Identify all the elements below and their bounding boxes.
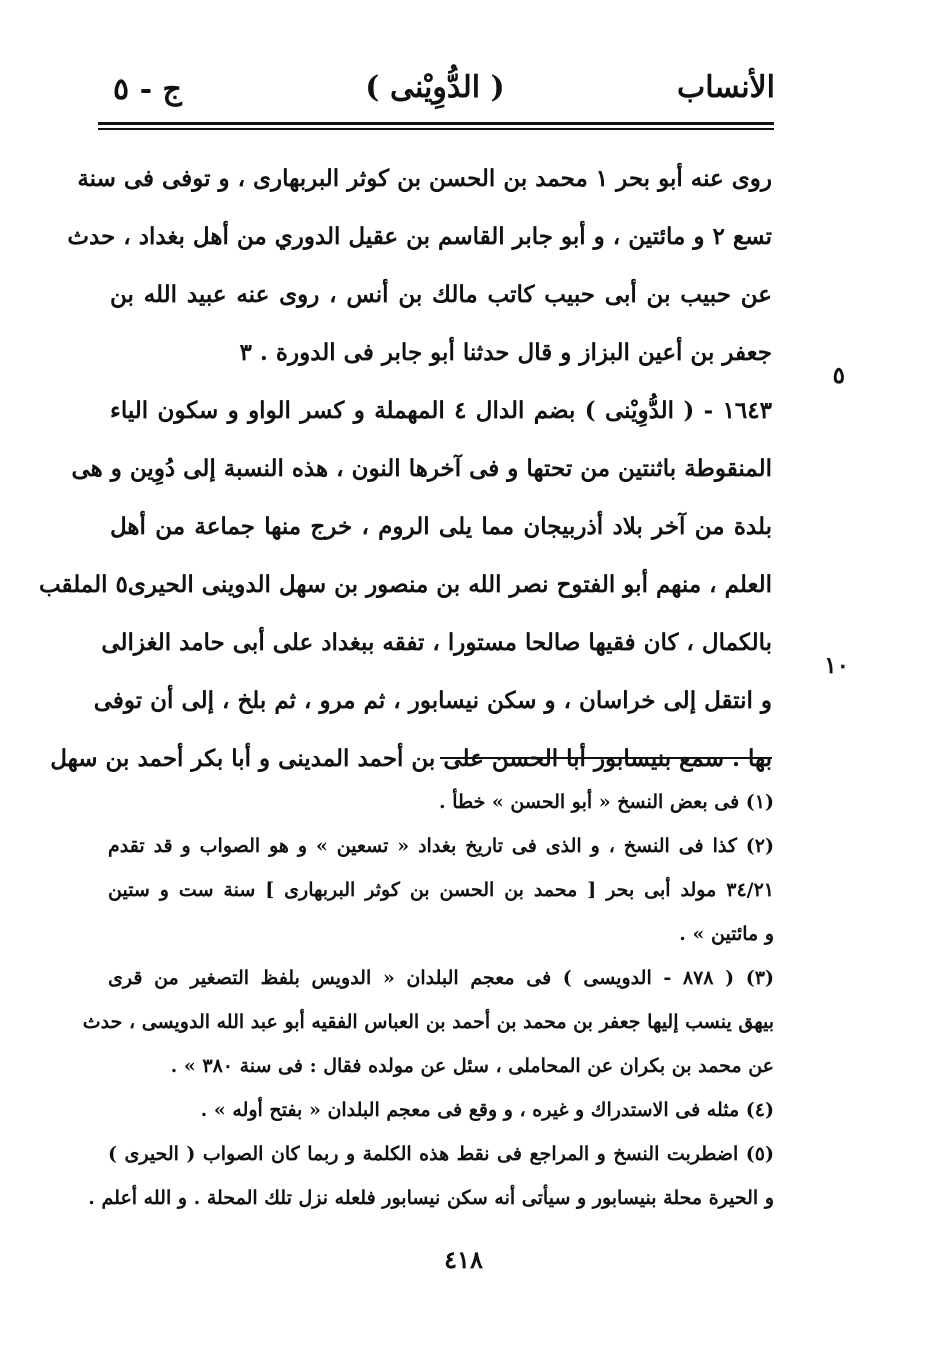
text-line: بالكمال ، كان فقيها صالحا مستورا ، تفقه ببغداد على أبى حامد الغزالى xyxy=(101,629,772,656)
text-line: عن حبيب بن أبى حبيب كاتب مالك بن أنس ، روى عنه عبيد الله بن xyxy=(110,281,772,308)
volume-label: ج - ٥ xyxy=(113,72,182,107)
text-line: جعفر بن أعين البزاز و قال حدثنا أبو جابر فى الدورة . ٣ xyxy=(239,339,772,366)
text-line: بها . سمع بنيسابور أبا الحسن على بن أحمد المدينى و أبا بكر أحمد بن سهل xyxy=(50,745,772,772)
footnote-line: و الحيرة محلة بنيسابور و سيأتى أنه سكن نيسابور فلعله نزل تلك المحلة . و الله أعلم . xyxy=(88,1187,774,1209)
header-rule xyxy=(98,122,774,125)
main-text xyxy=(38,150,772,788)
entry-title: ( الدُّوِيْنى ) xyxy=(365,70,505,105)
footnote-rule xyxy=(440,757,772,759)
header-rule-thin xyxy=(98,128,774,130)
text-line: العلم ، منهم أبو الفتوح نصر الله بن منصور بن سهل الدوينى الحيرى٥ الملقب xyxy=(38,571,772,598)
footnote-line: (٢) كذا فى النسخ ، و الذى فى تاريخ بغداد « تسعين » و هو الصواب و قد تقدم xyxy=(108,835,774,857)
footnote-line: (٤) مثله فى الاستدراك و غيره ، و وقع فى معجم البلدان « بفتح أوله » . xyxy=(200,1099,774,1121)
text-line: و انتقل إلى خراسان ، و سكن نيسابور ، ثم مرو ، ثم بلخ ، إلى أن توفى xyxy=(93,687,772,714)
footnote-line: (٥) اضطربت النسخ و المراجع فى نقط هذه الكلمة و ربما كان الصواب ( الحيرى ) xyxy=(108,1143,774,1165)
footnotes xyxy=(82,780,774,1220)
line-number-5: ٥ xyxy=(832,362,845,389)
page-number: ٤١٨ xyxy=(444,1245,483,1274)
text-line: بلدة من آخر بلاد أذربيجان مما يلى الروم ، خرج منها جماعة من أهل xyxy=(110,513,772,540)
text-line: تسع ٢ و مائتين ، و أبو جابر القاسم بن عقيل الدوري من أهل بغداد ، حدث xyxy=(67,223,772,250)
running-header xyxy=(95,66,775,114)
footnote-line: ٣٤/٢١ مولد أبى بحر [ محمد بن الحسن بن كوثر البربهارى ] سنة ست و ستين xyxy=(108,879,774,901)
text-line: المنقوطة باثنتين من تحتها و فى آخرها النون ، هذه النسبة إلى دُوِين و هى xyxy=(71,455,772,482)
line-number-10: ١٠ xyxy=(824,652,849,679)
footnote-line: (٣) ( ٨٧٨ - الدويسى ) فى معجم البلدان « الدويس بلفظ التصغير من قرى xyxy=(108,967,774,989)
footnote-line: عن محمد بن بكران عن المحاملى ، سئل عن مولده فقال : فى سنة ٣٨٠ » . xyxy=(170,1055,774,1077)
text-line: ١٦٤٣ - ( الدُّوِيْنى ) بضم الدال ٤ المهملة و كسر الواو و سكون الياء xyxy=(110,397,772,424)
footnote-line: بيهق ينسب إليها جعفر بن محمد بن أحمد بن العباس الفقيه أبو عبد الله الدويسى ، حدث xyxy=(82,1011,774,1033)
footnote-line: (١) فى بعض النسخ « أبو الحسن » خطأ . xyxy=(438,791,774,813)
text-line: روى عنه أبو بحر ١ محمد بن الحسن بن كوثر البربهارى ، و توفى فى سنة xyxy=(77,165,772,192)
footnote-line: و مائتين » . xyxy=(679,923,774,945)
book-title: الأنساب xyxy=(677,70,775,105)
